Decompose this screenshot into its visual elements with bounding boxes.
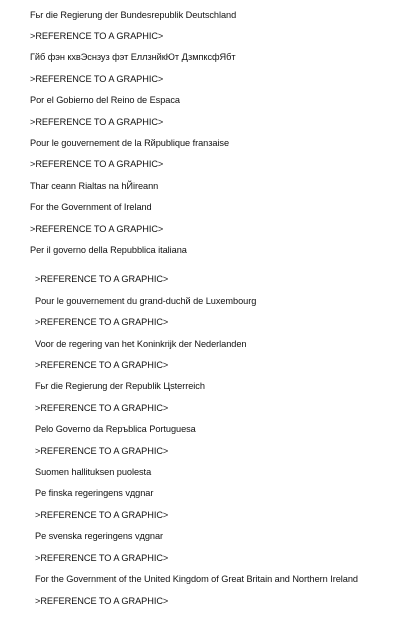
- graphic-reference: >REFERENCE TO A GRAPHIC>: [30, 74, 164, 84]
- graphic-reference: >REFERENCE TO A GRAPHIC>: [30, 117, 164, 127]
- signature-line-luxembourg: Pour le gouvernement du grand-duchй de Luxembourg: [35, 296, 257, 306]
- graphic-reference: >REFERENCE TO A GRAPHIC>: [30, 159, 164, 169]
- signature-line-sweden: Pе svenska regeringens vдgnar: [35, 531, 164, 541]
- signature-line-finland-finnish: Suomen hallituksen puolesta: [35, 467, 152, 477]
- signature-line-italy: Per il governo della Repubblica italiana: [30, 245, 187, 255]
- graphic-reference: >REFERENCE TO A GRAPHIC>: [35, 510, 169, 520]
- graphic-reference: >REFERENCE TO A GRAPHIC>: [35, 553, 169, 563]
- graphic-reference: >REFERENCE TO A GRAPHIC>: [35, 360, 169, 370]
- signature-line-greece: Гйб фэн кхвЭснзуз фэт ЕллзнйкЮт ДзмпксфЯбт: [30, 52, 236, 62]
- graphic-reference: >REFERENCE TO A GRAPHIC>: [35, 596, 169, 606]
- graphic-reference: >REFERENCE TO A GRAPHIC>: [35, 317, 169, 327]
- signature-line-netherlands: Voor de regering van het Koninkrijk der Nederlanden: [35, 339, 247, 349]
- graphic-reference: >REFERENCE TO A GRAPHIC>: [35, 274, 169, 284]
- signature-line-finland-swedish: Pе finska regeringens vдgnar: [35, 488, 154, 498]
- signature-line-united-kingdom: For the Government of the United Kingdom of Great Britain and Northern Ireland: [35, 574, 358, 584]
- signature-line-ireland-irish: Thar ceann Rialtas na hЙireann: [30, 181, 159, 191]
- signature-line-ireland-english: For the Government of Ireland: [30, 202, 152, 212]
- signature-line-spain: Por el Gobierno del Reino de Espaсa: [30, 95, 180, 105]
- graphic-reference: >REFERENCE TO A GRAPHIC>: [35, 446, 169, 456]
- graphic-reference: >REFERENCE TO A GRAPHIC>: [35, 403, 169, 413]
- signature-line-germany: Fьr die Regierung der Bundesrepublik Deutschland: [30, 10, 237, 20]
- graphic-reference: >REFERENCE TO A GRAPHIC>: [30, 31, 164, 41]
- graphic-reference: >REFERENCE TO A GRAPHIC>: [30, 224, 164, 234]
- signature-line-austria: Fьr die Regierung der Republik Цsterreich: [35, 381, 205, 391]
- signature-line-portugal: Pelo Governo da Repъblica Portuguesa: [35, 424, 196, 434]
- signature-line-france: Pour le gouvernement de la Rйpublique franзaise: [30, 138, 230, 148]
